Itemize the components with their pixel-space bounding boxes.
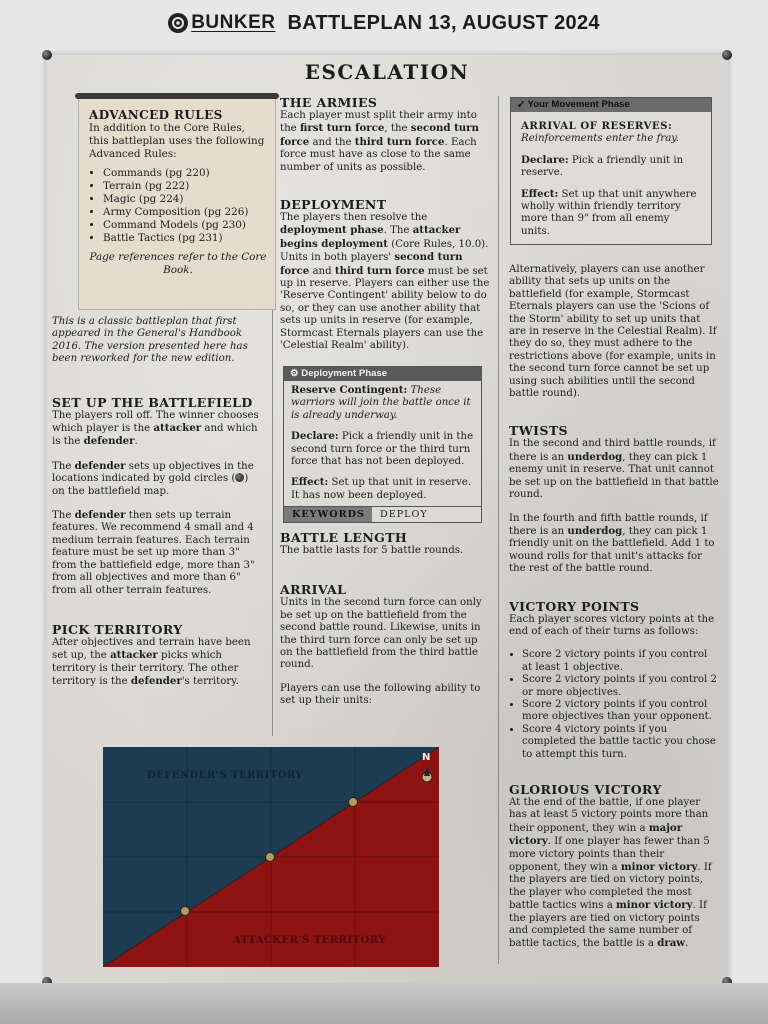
column-left (52, 316, 264, 700)
reserve-contingent-box (283, 366, 482, 523)
deployment-paragraph: The players then resolve the deployment phase. The attacker begins deployment (Core Rules, 10.0). Units in both players' second turn force and third turn force must be set up in reserve. Players can either use the 'Reserve Contingent' ability below to do so, or they can use another ability that sets up units in reserve (for example, Stormcast Eternals players can use the 'Celestial Realm' ability). (280, 212, 490, 352)
classic-note: This is a classic battleplan that first appeared in the General's Handbook 2016. The version presented here has been reworked for the new edition. (52, 316, 248, 365)
column-middle (280, 96, 490, 364)
rivet-icon (42, 50, 52, 60)
bunker-logo (168, 12, 275, 34)
arrival-of-reserves-box (510, 97, 712, 245)
victory-list (509, 649, 719, 761)
list-item: • Command Models (pg 230) (103, 219, 267, 232)
column-middle-lower (280, 531, 490, 719)
pick-territory-heading: PICK TERRITORY (52, 621, 183, 637)
objective-marker (181, 907, 190, 916)
page-reference-note: Page references refer to the Core Book. (89, 251, 267, 276)
battlefield-map (103, 747, 439, 967)
page-header (0, 0, 768, 46)
twists-paragraph: In the fourth and fifth battle rounds, if there is an underdog, they can pick 1 friendly unit on the battlefield. Add 1 to wound rolls for that unit's attacks for the rest of the battle round. (509, 512, 715, 575)
arrival-paragraph: Players can use the following ability to set up their units: (280, 682, 481, 707)
column-right (509, 264, 719, 962)
keywords-value: DEPLOY (380, 509, 428, 521)
setup-paragraph: The players roll off. The winner chooses which player is the attacker and which is the defender. (52, 409, 259, 448)
ability-title: ARRIVAL OF RESERVES: Reinforcements enter the fray. (521, 120, 679, 145)
ability-title: Reserve Contingent: These warriors will join the battle once it is already underway. (291, 384, 471, 421)
setup-paragraph: The defender sets up objectives in the locations indicated by gold circles ( ) on the battlefield map. (52, 459, 254, 497)
north-label: N (422, 752, 431, 763)
ability-declare: Declare: Pick a friendly unit in reserve. (521, 153, 684, 179)
gear-icon: ⚙ (290, 368, 302, 379)
gear-logo-icon (168, 13, 188, 33)
arrival-heading: ARRIVAL (280, 582, 347, 598)
objective-marker (349, 798, 358, 807)
list-item: • Score 2 victory points if you control more objectives than your opponent. (522, 699, 719, 724)
pick-territory-paragraph: After objectives and terrain have been set up, the attacker picks which territory is their territory. The other territory is the defender's territory. (52, 636, 251, 688)
rivet-icon (722, 50, 732, 60)
setup-paragraph: The defender then sets up terrain features. We recommend 4 small and 4 medium terrain features. Each terrain feature must be set up more than 3" from the battlefield edge, more than 3" from all objectives and more than 6" from all other terrain features. (52, 509, 255, 596)
list-item: • Score 4 victory points if you completed the battle tactic you chose to attempt this turn. (522, 724, 719, 761)
list-item: • Commands (pg 220) (103, 167, 267, 180)
logo-text: BUNKER (191, 12, 276, 33)
ability-effect: Effect: Set up that unit anywhere wholly within friendly territory more than 9" from all enemy units. (521, 187, 697, 237)
phase-header: ⚙ Deployment Phase (284, 367, 481, 381)
scroll-rod (75, 93, 279, 99)
ability-declare: Declare: Pick a friendly unit in the second turn force or the third turn force that has not been deployed. (291, 430, 474, 468)
deployment-heading: DEPLOYMENT (280, 197, 387, 213)
setup-heading: SET UP THE BATTLEFIELD (52, 394, 253, 410)
objective-marker (266, 853, 275, 862)
list-item: • Battle Tactics (pg 231) (103, 232, 267, 245)
glorious-victory-paragraph: At the end of the battle, if one player has at least 5 victory points more than their opponent, they win a major victory. If one player has fewer than 5 more victory points than their opponent, they win a minor victory. If the players are tied on victory points, the player who completed the most battle tactics wins a minor victory. If the players are tied on victory points and completed the same number of battle tactics, the battle is a draw. (509, 797, 712, 950)
keywords-label: KEYWORDS (284, 507, 372, 522)
defender-territory-label: DEFENDER'S TERRITORY (147, 770, 304, 781)
page-title: ESCALATION (304, 60, 470, 84)
battle-length-heading: BATTLE LENGTH (280, 530, 408, 545)
victory-intro: Each player scores victory points at the end of each of their turns as follows: (509, 613, 715, 637)
armies-heading: THE ARMIES (280, 95, 378, 110)
victory-points-heading: VICTORY POINTS (509, 598, 640, 614)
advanced-rules-intro: In addition to the Core Rules, this battleplan uses the following Advanced Rules: (89, 122, 265, 160)
keywords-bar (284, 506, 481, 522)
header-title: BATTLEPLAN 13, AUGUST 2024 (287, 11, 600, 34)
arrival-paragraph: Units in the second turn force can only be set up on the battlefield from the second battle round. Likewise, units in the third turn force can only be set up on the battlefield from the third battle round. (280, 597, 482, 671)
battle-length-text: The battle lasts for 5 battle rounds. (280, 545, 464, 556)
column-divider (498, 96, 499, 964)
glorious-victory-heading: GLORIOUS VICTORY (509, 782, 662, 797)
alternatively-paragraph: Alternatively, players can use another ability that sets up units on the battlefield (for example, Stormcast Eternals players can use the 'Scions of the Storm' ability to set up units that are in reserve in the Celestial Realm). If they do so, they must adhere to the restrictions above (for example, units in the second turn force cannot be set up using such abilities until the second battle round). (509, 264, 717, 400)
list-item: • Score 2 victory points if you control 2 or more objectives. (522, 674, 719, 699)
twists-paragraph: In the second and third battle rounds, if there is an underdog, they can pick 1 enemy unit in reserve. That unit cannot be set up on the battlefield in that battle round. (509, 438, 719, 501)
boot-icon: ➹ (517, 99, 528, 110)
rock-footer (0, 983, 768, 1024)
advanced-rules-list (89, 167, 267, 245)
battlefield-map-svg (103, 747, 439, 967)
attacker-territory-label: ATTACKER'S TERRITORY (233, 935, 386, 946)
armies-paragraph: Each player must split their army into the first turn force, the second turn force and the third turn force. Each force must have as close to the same number of units as possible. (280, 110, 479, 173)
list-item: • Army Composition (pg 226) (103, 206, 267, 219)
list-item: • Magic (pg 224) (103, 193, 267, 206)
phase-header: ➹ Your Movement Phase (511, 98, 711, 112)
twists-heading: TWISTS (509, 423, 568, 439)
list-item: • Terrain (pg 222) (103, 180, 267, 193)
advanced-rules-heading: ADVANCED RULES (89, 108, 223, 122)
list-item: • Score 2 victory points if you control at least 1 objective. (522, 649, 719, 674)
advanced-rules-box (78, 96, 276, 310)
ability-effect: Effect: Set up that unit in reserve. It has now been deployed. (291, 476, 472, 501)
